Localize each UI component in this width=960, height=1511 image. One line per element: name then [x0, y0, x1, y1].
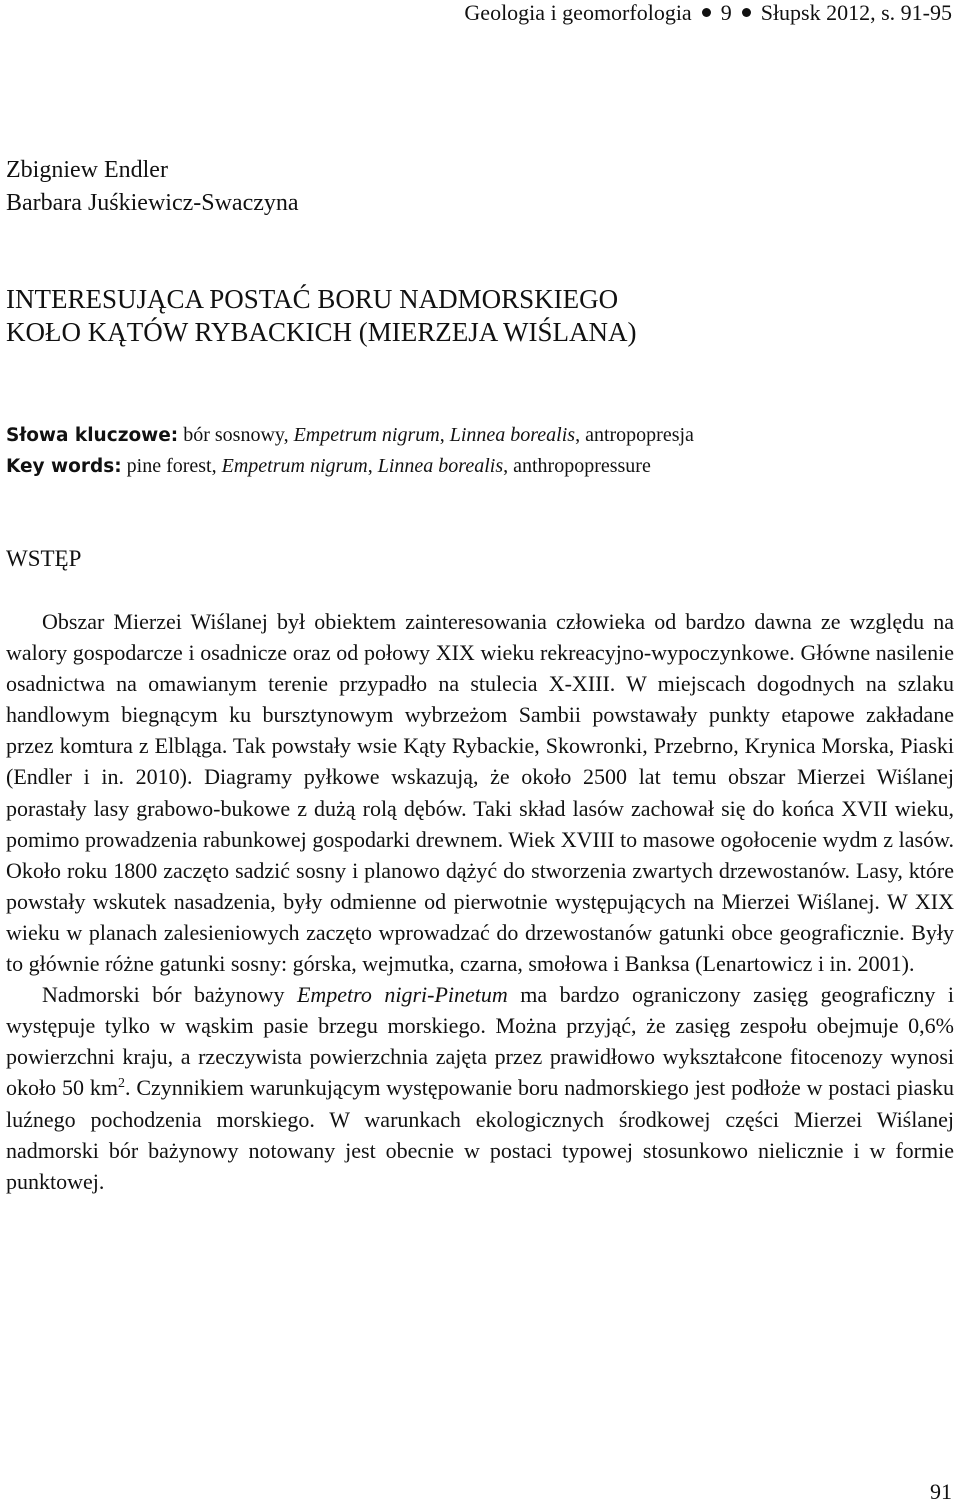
place-year-pages: Słupsk 2012, s. 91-95 [760, 0, 952, 25]
paragraph-text: Nadmorski bór bażynowy [42, 982, 297, 1008]
keyword-separator: , [367, 455, 378, 477]
keywords-english [6, 451, 952, 482]
keyword-separator: , [439, 424, 450, 446]
bullet-dot-icon [702, 8, 711, 17]
keywords-polish [6, 420, 952, 451]
keyword-species: Linnea borealis [377, 455, 504, 477]
author-name: Barbara Juśkiewicz-Swaczyna [6, 190, 299, 216]
paragraph [6, 979, 954, 1197]
title-line: INTERESUJĄCA POSTAĆ BORU NADMORSKIEGO [6, 284, 619, 314]
paragraph: Obszar Mierzei Wiślanej był obiektem zainteresowania człowieka od bardzo dawna ze względu na walory gospodarcze i osadnicze oraz od połowy XIX wieku rekreacyjno-wypoczynkowe. Główne nasilenie osadnictwa na omawianym terenie przypadło na stulecia X-XIII. W miejscach dogodnych na szlaku handlowym biegnącym ku bursztynowym wybrzeżom Sambii powstawały punkty etapowe zakładane przez komtura z Elbląga. Tak powstały wsie Kąty Rybackie, Skowronki, Przebrno, Krynica Morska, Piaski (Endler i in. 2010). Diagramy pyłkowe wskazują, że około 2500 lat temu obszar Mierzei Wiślanej porastały lasy grabowo-bukowe z dużą rolą dębów. Taki skład lasów zachował się do końca XVII wieku, pomimo prowadzenia rabunkowej gospodarki drewnem. Wiek XVIII to masowe ogołocenie wydm z lasów. Około roku 1800 zaczęto sadzić sosny i planowo dążyć do stworzenia zwartych drzewostanów. Lasy, które powstały wskutek nasadzenia, były odmienne od pierwotnie występujących na Mierzei Wiślanej. W XIX wieku w planach zalesieniowych zaczęto wprowadzać do drzewostanów gatunki obce geograficznie. Były to głównie różne gatunki sosny: górska, wejmutka, czarna, smołowa i Banksa (Lenartowicz i in. 2001). [6, 609, 954, 977]
bullet-dot-icon [742, 8, 751, 17]
keywords-block [6, 420, 952, 482]
keyword-text: , antropopresja [575, 424, 694, 446]
keyword-species: Linnea borealis [449, 424, 576, 446]
author-name: Zbigniew Endler [6, 157, 168, 183]
paragraph-text: . Czynnikiem warunkującym występowanie boru nadmorskiego jest podłoże w postaci piasku luźnego pochodzenia morskiego. W warunkach ekologicznych środkowej części Mierzei Wiślanej nadmorski bór bażynowy notowany jest obecnie w postaci typowej stosunkowo nielicznie i w formie punktowej. [6, 1075, 954, 1194]
body-text [6, 606, 954, 1197]
running-head [464, 0, 952, 26]
keyword-text: , anthropopressure [503, 455, 651, 477]
article-title [6, 283, 636, 349]
section-heading: WSTĘP [6, 546, 82, 571]
association-name: Empetro nigri-Pinetum [296, 982, 508, 1008]
superscript: 2 [117, 1076, 125, 1092]
authors [6, 154, 299, 220]
keywords-label: Słowa kluczowe: [6, 425, 179, 446]
journal-name: Geologia i geomorfologia [464, 0, 692, 25]
page-number: 91 [930, 1479, 952, 1504]
keyword-text: pine forest, [121, 455, 222, 477]
paragraph-text: ma bardzo ograniczony zasięg geograficzny i występuje tylko w wąskim pasie brzegu morskiego. Można przyjąć, że zasięg zespołu obejmuje 0,6% powierzchni kraju, a rzeczywista powierzchnia zajęta przez prawidłowo wykształcone fitocenozy wynosi około 50 km [6, 982, 954, 1101]
keyword-text: bór sosnowy, [178, 424, 294, 446]
keyword-species: Empetrum nigrum [221, 455, 368, 477]
keywords-label: Key words: [6, 456, 122, 477]
title-line: KOŁO KĄTÓW RYBACKICH (MIERZEJA WIŚLANA) [6, 317, 637, 347]
keyword-species: Empetrum nigrum [293, 424, 440, 446]
volume-number: 9 [720, 0, 732, 25]
